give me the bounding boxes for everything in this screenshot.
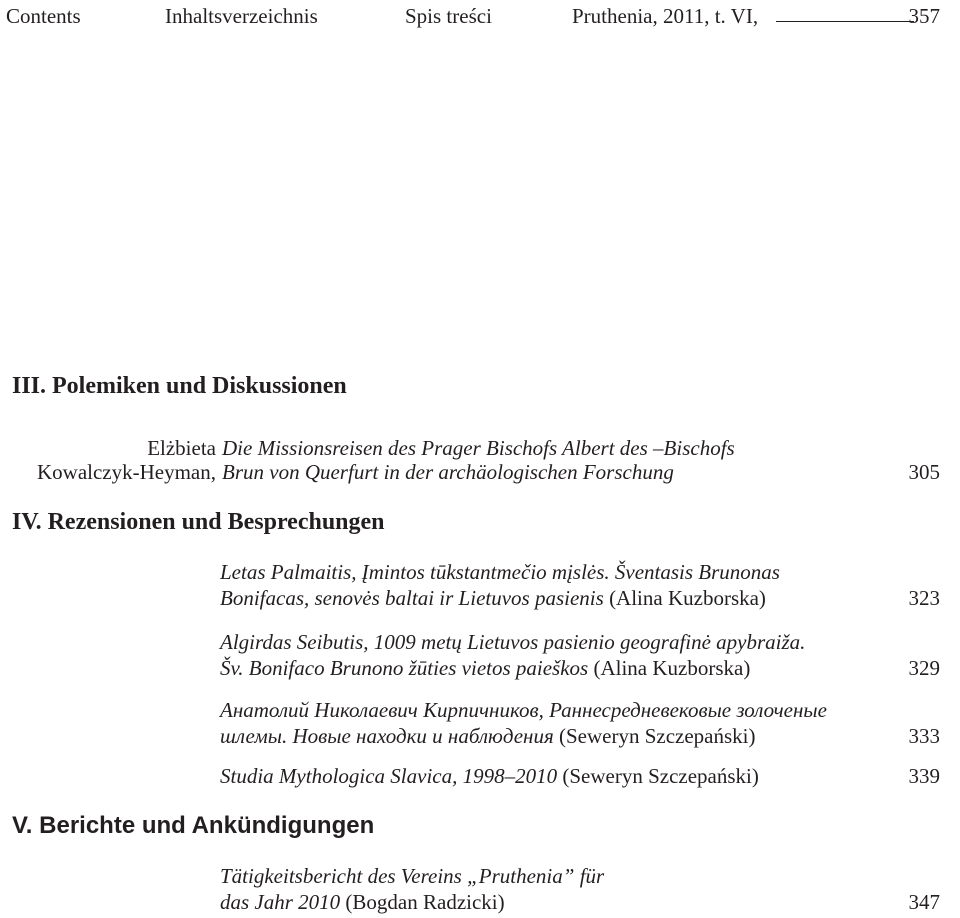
header-inhaltsverzeichnis: Inhaltsverzeichnis	[165, 4, 318, 28]
report-page: 347	[908, 890, 940, 914]
review-3-line2	[220, 724, 755, 748]
header-journal: Pruthenia, 2011, t. VI,	[572, 4, 759, 28]
review-2-line1: Algirdas Seibutis, 1009 metų Lietuvos pasienio geografinė apybraiža.	[220, 630, 806, 654]
review-3-page: 333	[908, 724, 940, 748]
review-2-title-end: Šv. Bonifaco Brunono žūties vietos paieškos	[220, 656, 589, 680]
entry-title-line2: Brun von Querfurt in der archäologischen Forschung	[222, 460, 674, 484]
review-1-line2	[220, 586, 766, 610]
section-v-title: V. Berichte und Ankündigungen	[12, 812, 375, 839]
review-4-page: 339	[908, 764, 940, 788]
entry-page-305: 305	[908, 460, 940, 484]
review-4-reviewer: (Seweryn Szczepański)	[557, 764, 759, 788]
report-author: (Bogdan Radzicki)	[340, 890, 505, 914]
header-contents: Contents	[6, 4, 81, 28]
section-iii-title: III. Polemiken und Diskussionen	[12, 373, 347, 399]
review-2-line2	[220, 656, 750, 680]
review-3-line1: Анатолий Николаевич Кирпичников, Раннесредневековые золоченые	[220, 698, 827, 722]
report-line2	[220, 890, 505, 914]
header-page-number: 357	[908, 4, 940, 28]
review-2-page: 329	[908, 656, 940, 680]
review-1-title-end: Bonifacas, senovės baltai ir Lietuvos pasienis	[220, 586, 604, 610]
author-last-name: Kowalczyk-Heyman,	[36, 460, 216, 484]
header-rule	[776, 21, 914, 22]
review-1-page: 323	[908, 586, 940, 610]
report-line1: Tätigkeitsbericht des Vereins „Pruthenia” für	[220, 864, 605, 888]
review-2-reviewer: (Alina Kuzborska)	[588, 656, 751, 680]
review-1-line1: Letas Palmaitis, Įmintos tūkstantmečio mįslės. Šventasis Brunonas	[220, 560, 780, 584]
review-3-title-end: шлемы. Новые находки и наблюдения	[220, 724, 554, 748]
review-3-reviewer: (Seweryn Szczepański)	[553, 724, 756, 748]
review-4-line1	[220, 764, 759, 788]
review-1-reviewer: (Alina Kuzborska)	[603, 586, 766, 610]
author-first-name: Elżbieta	[147, 436, 216, 460]
report-title-end: das Jahr 2010	[220, 890, 341, 914]
review-4-title: Studia Mythologica Slavica, 1998–2010	[220, 764, 558, 788]
entry-title-line1: Die Missionsreisen des Prager Bischofs Albert des –Bischofs	[222, 436, 735, 460]
header-spis-tresci: Spis treści	[405, 4, 492, 28]
section-iv-title: IV. Rezensionen und Besprechungen	[12, 509, 385, 535]
